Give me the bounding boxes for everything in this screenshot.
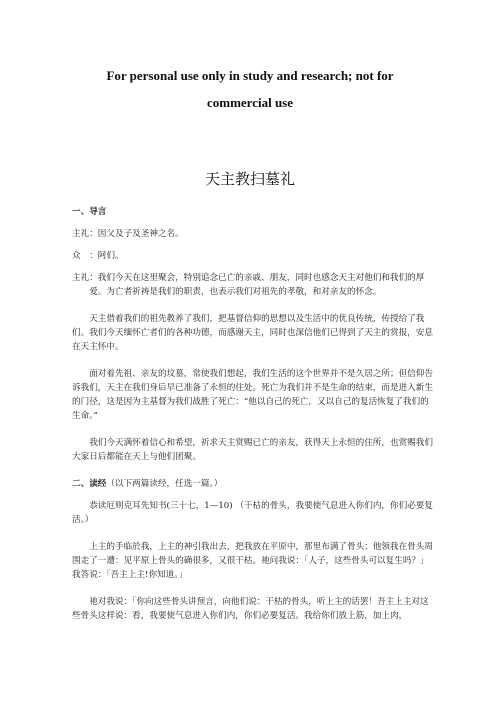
paragraph-ancestors: 天主借着我们的祖先教养了我们，把基督信仰的思想以及生活中的优良传统，传授给了我们。我们今天缅怀亡者们的各种功德，而感谢天主，同时也深信他们已得到了天主的赏报，安息在天主怀中。: [72, 314, 433, 352]
section-heading-reading: [72, 477, 436, 491]
section-heading-reading-title: 二、读经: [72, 479, 107, 489]
paragraph-reading-text-1: 上主的手临於我，上主的神引我出去，把我放在平原中，那里布满了骨头；他领我在骨头周围走了一遭：见平原上骨头的确很多，又很干枯。祂问我说：「人子，这些骨头可以复生吗？」我答说：「吾主上主!你知道。」: [72, 542, 433, 580]
paragraph-hope: 我们今天满怀着信心和希望，祈求天主赏赐已亡的亲友，获得天上永恒的住所，也赏赐我们大家日后都能在天上与他们团聚。: [72, 438, 433, 462]
paragraph-celebrant-introduction: 主礼：我们今天在这里聚会，特别追念已亡的亲戚、朋友，同时也感念天主对他们和我们的厚爱。为亡者祈祷是我们的职责，也表示我们对祖先的孝敬，和对亲友的怀念。: [72, 273, 425, 297]
document-title: 天主教扫墓礼: [204, 170, 295, 188]
paragraph-reading-citation: 恭读厄则克耳先知书(三十七，1—10) （干枯的骨头，我要使气息进入你们内，你们必要复活。）: [72, 501, 433, 525]
paragraph-graves: 面对着先祖、亲友的坟墓，常使我们想起，我们生活的这个世界并不是久居之所；但信仰告诉我们，天主在我们身后早已准备了永恒的住处。死亡为我们并不是生命的结束，而是进入新生的门径，这是因为主基督为我们战胜了死亡：“他以自己的死亡，又以自己的复活恢复了我们的生命。”: [72, 369, 433, 421]
document-body: [72, 205, 436, 623]
usage-notice-line-1: For personal use only in study and research; not for: [106, 68, 394, 83]
section-heading-reading-note: （以下两篇读经，任选一篇。）: [106, 479, 223, 489]
usage-notice-line-2: commercial use: [206, 95, 294, 110]
paragraph-celebrant-invocation: 主礼：因父及子及圣神之名。: [72, 229, 184, 239]
paragraph-congregation-response: 众 ：阿们。: [72, 251, 124, 261]
section-heading-introduction: 一、导言: [72, 207, 107, 217]
paragraph-reading-text-2: 祂对我说：「你向这些骨头讲预言，向他们说：干枯的骨头，听上主的话罢！吾主上主对这些骨头这样说：看，我要使气息进入你们内，你们必要复活。我给你们放上筋，加上肉，: [72, 597, 429, 621]
